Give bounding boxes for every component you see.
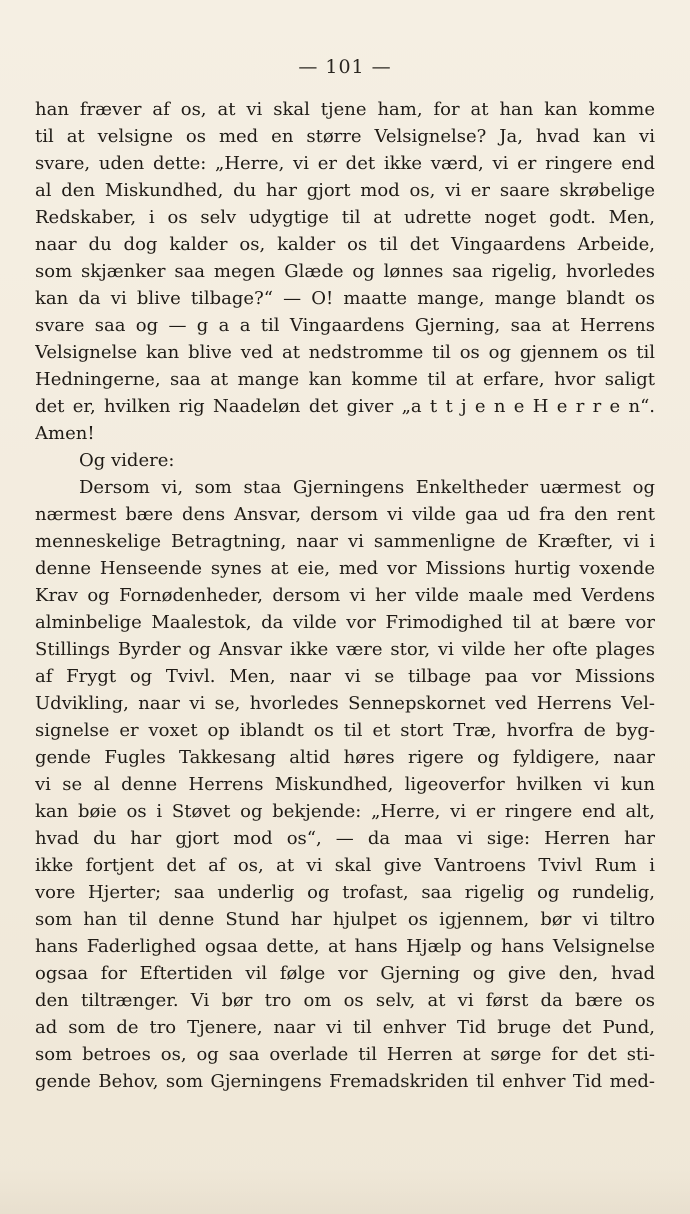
text-line: svare saa og — g a a til Vingaardens Gjerning, saa at Herrens xyxy=(35,315,655,336)
text-line: kan da vi blive tilbage?“ — O! maatte mange, mange blandt os xyxy=(35,288,655,309)
text-line: Stillings Byrder og Ansvar ikke være stor, vi vilde her ofte plages xyxy=(35,639,655,660)
text-line: ad som de tro Tjenere, naar vi til enhver Tid bruge det Pund, xyxy=(35,1017,655,1038)
text-line: denne Henseende synes at eie, med vor Missions hurtig voxende xyxy=(35,558,655,579)
text-line: det er, hvilken rig Naadeløn det giver „a t t j e n e H e r r e n“. xyxy=(35,396,655,417)
text-line: som skjænker saa megen Glæde og lønnes saa rigelig, hvorledes xyxy=(35,261,655,282)
text-line: hans Faderlighed ogsaa dette, at hans Hjælp og hans Velsignelse xyxy=(35,936,655,957)
text-line: som betroes os, og saa overlade til Herren at sørge for det sti- xyxy=(35,1044,655,1065)
text-line: Udvikling, naar vi se, hvorledes Sennepskornet ved Herrens Vel- xyxy=(35,693,655,714)
text-line: hvad du har gjort mod os“, — da maa vi sige: Herren har xyxy=(35,828,655,849)
text-line: han fræver af os, at vi skal tjene ham, for at han kan komme xyxy=(35,99,655,120)
page-bottom-edge xyxy=(0,1168,690,1214)
text-line: til at velsigne os med en større Velsignelse? Ja, hvad kan vi xyxy=(35,126,655,147)
text-line: alminbelige Maalestok, da vilde vor Frimodighed til at bære vor xyxy=(35,612,655,633)
text-line: gende Behov, som Gjerningens Fremadskriden til enhver Tid med- xyxy=(35,1071,655,1092)
text-line: Redskaber, i os selv udygtige til at udrette noget godt. Men, xyxy=(35,207,655,228)
text-line: naar du dog kalder os, kalder os til det Vingaardens Arbeide, xyxy=(35,234,655,255)
text-line: nærmest bære dens Ansvar, dersom vi vilde gaa ud fra den rent xyxy=(35,504,655,525)
text-line: den tiltrænger. Vi bør tro om os selv, at vi først da bære os xyxy=(35,990,655,1011)
text-line: signelse er voxet op iblandt os til et stort Træ, hvorfra de byg- xyxy=(35,720,655,741)
text-line: Amen! xyxy=(35,423,95,444)
text-line: Krav og Fornødenheder, dersom vi her vilde maale med Verdens xyxy=(35,585,655,606)
page-number: — 101 — xyxy=(298,56,392,78)
text-line: Og videre: xyxy=(79,450,175,471)
text-line: af Frygt og Tvivl. Men, naar vi se tilbage paa vor Missions xyxy=(35,666,655,687)
text-line: ikke fortjent det af os, at vi skal give Vantroens Tvivl Rum i xyxy=(35,855,655,876)
text-line: ogsaa for Eftertiden vil følge vor Gjerning og give den, hvad xyxy=(35,963,655,984)
text-line: Velsignelse kan blive ved at nedstromme til os og gjennem os til xyxy=(35,342,655,363)
text-line: al den Miskundhed, du har gjort mod os, vi er saare skrøbelige xyxy=(35,180,655,201)
text-line: vi se al denne Herrens Miskundhed, ligeoverfor hvilken vi kun xyxy=(35,774,655,795)
body-text xyxy=(35,96,655,1095)
text-line: kan bøie os i Støvet og bekjende: „Herre, vi er ringere end alt, xyxy=(35,801,655,822)
text-line: som han til denne Stund har hjulpet os igjennem, bør vi tiltro xyxy=(35,909,655,930)
text-line: Dersom vi, som staa Gjerningens Enkeltheder uærmest og xyxy=(79,477,655,498)
text-line: Hedningerne, saa at mange kan komme til at erfare, hvor saligt xyxy=(35,369,655,390)
text-line: vore Hjerter; saa underlig og trofast, saa rigelig og rundelig, xyxy=(35,882,655,903)
text-line: menneskelige Betragtning, naar vi sammenligne de Kræfter, vi i xyxy=(35,531,655,552)
text-line: svare, uden dette: „Herre, vi er det ikke værd, vi er ringere end xyxy=(35,153,655,174)
text-line: gende Fugles Takkesang altid høres rigere og fyldigere, naar xyxy=(35,747,655,768)
